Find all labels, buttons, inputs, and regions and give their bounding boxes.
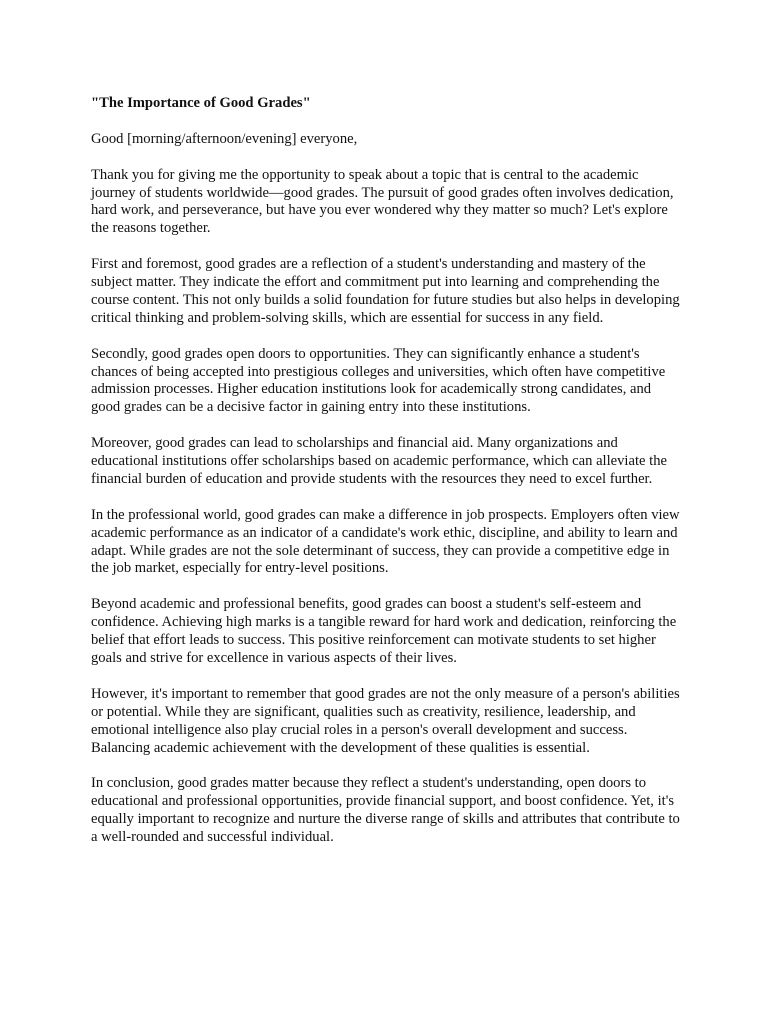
paragraph-confidence: Beyond academic and professional benefits, good grades can boost a student's self-esteem and confidence. Achieving high marks is a tangible reward for hard work and dedication, reinforcing the belief that effort leads to success. This positive reinforcement can motivate students to set higher goals and strive for excellence in various aspects of their lives. xyxy=(91,596,677,666)
paragraph-professional: In the professional world, good grades can make a difference in job prospects. Employers often view academic performance as an indicator of a candidate's work ethic, discipline, and ability to learn and adapt. While grades are not the sole determinant of success, they can provide a competitive edge in the job market, especially for entry-level positions. xyxy=(91,506,680,577)
paragraph-conclusion: In conclusion, good grades matter because they reflect a student's understanding, open doors to educational and professional opportunities, provide financial support, and boost confidence. Yet, it's equally important to recognize and nurture the diverse range of skills and attributes that contribute to a well-rounded and successful individual. xyxy=(91,775,680,846)
greeting-line: Good [morning/afternoon/evening] everyone, xyxy=(91,130,358,147)
paragraph-scholarships: Moreover, good grades can lead to scholarships and financial aid. Many organizations and educational institutions offer scholarships based on academic performance, which can alleviate the financial burden of education and provide students with the resources they need to excel further. xyxy=(91,435,667,487)
paragraph-balance: However, it's important to remember that good grades are not the only measure of a person's abilities or potential. While they are significant, qualities such as creativity, resilience, leadership, and emotional intelligence also play crucial roles in a person's overall development and success. Balancing academic achievement with the development of these qualities is essential. xyxy=(91,685,680,756)
paragraph-intro: Thank you for giving me the opportunity to speak about a topic that is central to the academic journey of students worldwide—good grades. The pursuit of good grades often involves dedication, hard work, and perseverance, but have you ever wondered why they matter so much? Let's explore the reasons together. xyxy=(91,166,674,237)
document-title: "The Importance of Good Grades" xyxy=(91,95,311,111)
paragraph-opportunities: Secondly, good grades open doors to opportunities. They can significantly enhance a student's chances of being accepted into prestigious colleges and universities, which often have competitive admission processes. Higher education institutions look for academically strong candidates, and good grades can be a decisive factor in gaining entry into these institutions. xyxy=(91,345,666,416)
document-page xyxy=(91,95,681,865)
paragraph-reflection: First and foremost, good grades are a reflection of a student's understanding and mastery of the subject matter. They indicate the effort and commitment put into learning and comprehending the course content. This not only builds a solid foundation for future studies but also helps in developing critical thinking and problem-solving skills, which are essential for success in any field. xyxy=(91,256,680,326)
